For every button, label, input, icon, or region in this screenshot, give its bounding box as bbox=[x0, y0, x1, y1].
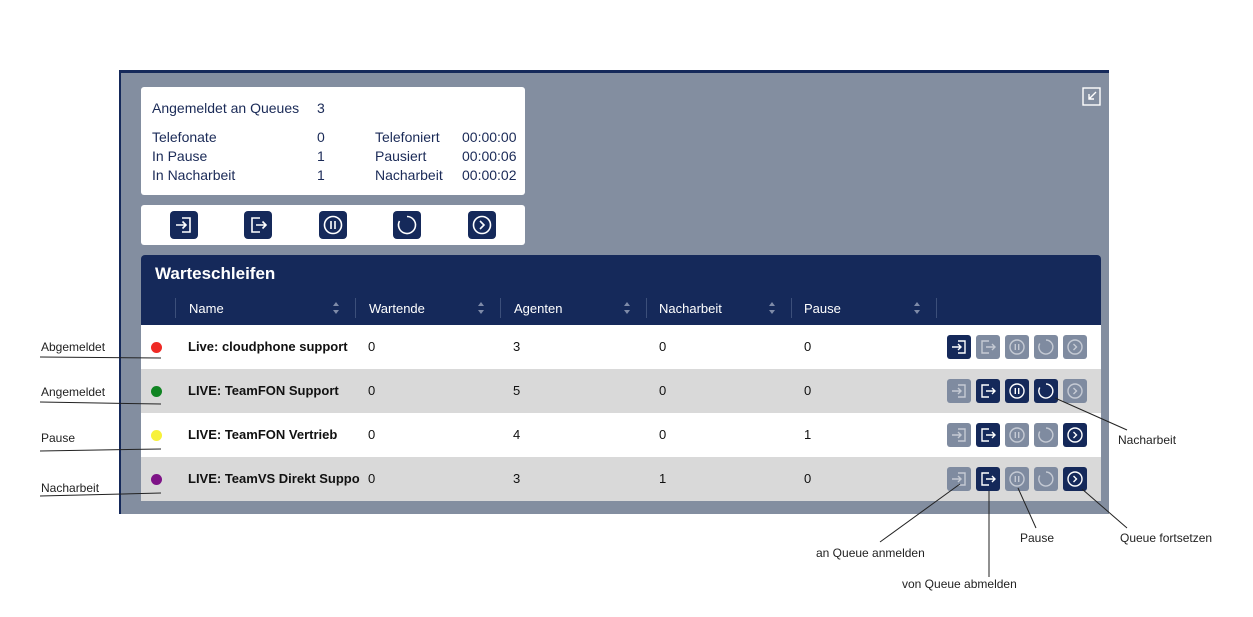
pause-count: 0 bbox=[804, 383, 812, 398]
calls-label: Telefonate bbox=[152, 129, 217, 145]
wrapup-count: 0 bbox=[659, 339, 667, 354]
column-wrapup[interactable]: Nacharbeit bbox=[659, 301, 722, 316]
pause-value: 1 bbox=[317, 148, 325, 164]
pause-label: In Pause bbox=[152, 148, 208, 164]
phoned-label: Telefoniert bbox=[375, 129, 440, 145]
logged-in-value: 3 bbox=[317, 100, 325, 116]
agents-count: 5 bbox=[513, 383, 521, 398]
wrapup-time: 00:00:02 bbox=[462, 167, 517, 183]
wrapup-count: 0 bbox=[659, 427, 667, 442]
annotation-pause-left: Pause bbox=[41, 431, 76, 445]
annotation-login: an Queue anmelden bbox=[816, 546, 925, 560]
queue-title: Warteschleifen bbox=[155, 264, 276, 283]
annotation-abgemeldet: Abgemeldet bbox=[41, 340, 106, 354]
waiting-count: 0 bbox=[368, 427, 376, 442]
column-agents[interactable]: Agenten bbox=[514, 301, 563, 316]
wrapup-count: 1 bbox=[659, 471, 667, 486]
annotation-nacharbeit-left: Nacharbeit bbox=[41, 481, 100, 495]
queue-name: LIVE: TeamFON Vertrieb bbox=[188, 427, 338, 442]
annotation-nacharbeit-right: Nacharbeit bbox=[1118, 433, 1177, 447]
pause-count: 0 bbox=[804, 471, 812, 486]
column-name[interactable]: Name bbox=[189, 301, 224, 316]
agents-count: 3 bbox=[513, 471, 521, 486]
pause-count: 1 bbox=[804, 427, 812, 442]
phoned-time: 00:00:00 bbox=[462, 129, 517, 145]
logged-in-label: Angemeldet an Queues bbox=[152, 100, 300, 116]
wrapup-count: 0 bbox=[659, 383, 667, 398]
waiting-count: 0 bbox=[368, 471, 376, 486]
queue-name: LIVE: TeamVS Direkt Suppo bbox=[188, 471, 360, 486]
pause-count: 0 bbox=[804, 339, 812, 354]
annotation-pause: Pause bbox=[1020, 531, 1055, 545]
column-waiting[interactable]: Wartende bbox=[369, 301, 425, 316]
annotation-logout: von Queue abmelden bbox=[902, 577, 1017, 591]
calls-value: 0 bbox=[317, 129, 325, 145]
agents-count: 4 bbox=[513, 427, 521, 442]
waiting-count: 0 bbox=[368, 383, 376, 398]
agents-count: 3 bbox=[513, 339, 521, 354]
queue-name: Live: cloudphone support bbox=[188, 339, 348, 354]
queue-name: LIVE: TeamFON Support bbox=[188, 383, 339, 398]
paused-label: Pausiert bbox=[375, 148, 427, 164]
waiting-count: 0 bbox=[368, 339, 376, 354]
wrapup-time-label: Nacharbeit bbox=[375, 167, 443, 183]
wrapup-label: In Nacharbeit bbox=[152, 167, 236, 183]
paused-time: 00:00:06 bbox=[462, 148, 517, 164]
column-pause[interactable]: Pause bbox=[804, 301, 841, 316]
wrapup-value: 1 bbox=[317, 167, 325, 183]
annotation-resume: Queue fortsetzen bbox=[1120, 531, 1213, 545]
annotation-angemeldet: Angemeldet bbox=[41, 385, 106, 399]
